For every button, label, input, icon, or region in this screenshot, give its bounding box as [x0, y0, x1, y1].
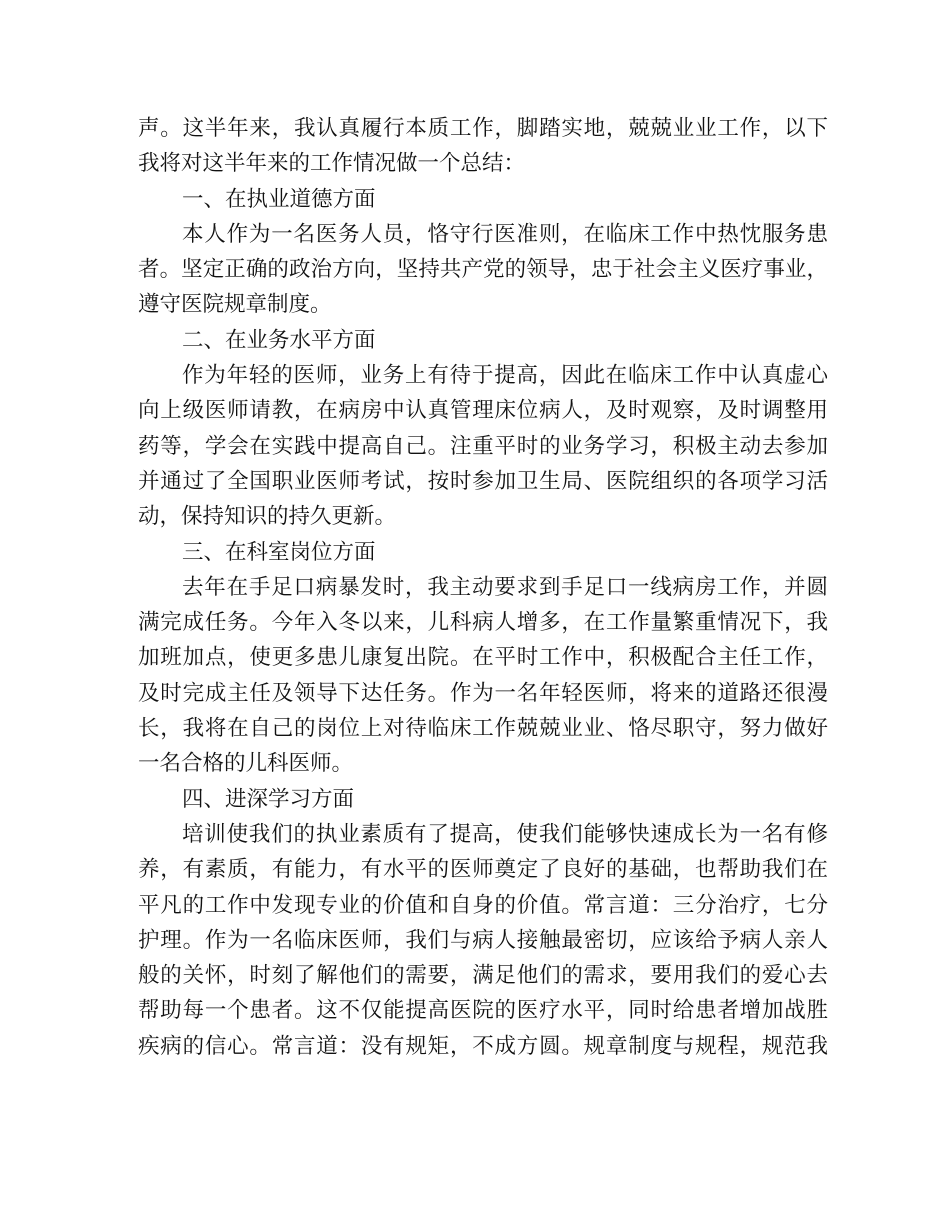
text-line: 养，有素质，有能力，有水平的医师奠定了良好的基础，也帮助我们在 — [138, 857, 828, 883]
text-line: 般的关怀，时刻了解他们的需要，满足他们的需求，要用我们的爱心去 — [138, 963, 828, 989]
text-line: 护理。作为一名临床医师，我们与病人接触最密切，应该给予病人亲人 — [138, 927, 828, 953]
text-line: 长，我将在自己的岗位上对待临床工作兢兢业业、恪尽职守，努力做好 — [138, 716, 828, 742]
text-line: 者。坚定正确的政治方向，坚持共产党的领导，忠于社会主义医疗事业， — [138, 257, 828, 283]
text-line: 满完成任务。今年入冬以来，儿科病人增多，在工作量繁重情况下，我 — [138, 610, 828, 636]
text-line: 加班加点，使更多患儿康复出院。在平时工作中，积极配合主任工作， — [138, 645, 828, 671]
document-body — [138, 111, 828, 1064]
text-line: 向上级医师请教，在病房中认真管理床位病人，及时观察，及时调整用 — [138, 398, 828, 424]
text-line: 动，保持知识的持久更新。 — [138, 504, 397, 530]
text-line: 平凡的工作中发现专业的价值和自身的价值。常言道：三分治疗，七分 — [138, 892, 828, 918]
text-line: 去年在手足口病暴发时，我主动要求到手足口一线病房工作，并圆 — [182, 574, 828, 600]
text-line: 声。这半年来，我认真履行本质工作，脚踏实地，兢兢业业工作，以下 — [138, 116, 828, 141]
text-line: 药等，学会在实践中提高自己。注重平时的业务学习，积极主动去参加 — [138, 433, 828, 459]
text-line: 本人作为一名医务人员，恪守行医准则，在临床工作中热忱服务患 — [182, 221, 828, 247]
text-line: 及时完成主任及领导下达任务。作为一名年轻医师，将来的道路还很漫 — [138, 680, 828, 706]
text-line: 培训使我们的执业素质有了提高，使我们能够快速成长为一名有修 — [182, 821, 828, 847]
text-line: 遵守医院规章制度。 — [138, 292, 332, 318]
text-line: 并通过了全国职业医师考试，按时参加卫生局、医院组织的各项学习活 — [138, 468, 828, 494]
text-line: 我将对这半年来的工作情况做一个总结： — [138, 151, 526, 177]
section-heading: 四、进深学习方面 — [182, 786, 355, 812]
section-heading: 一、在执业道德方面 — [182, 186, 376, 212]
text-line: 一名合格的儿科医师。 — [138, 751, 354, 777]
text-line: 疾病的信心。常言道：没有规矩，不成方圆。规章制度与规程，规范我 — [138, 1033, 828, 1059]
section-heading: 二、在业务水平方面 — [182, 327, 376, 353]
section-heading: 三、在科室岗位方面 — [182, 539, 376, 565]
text-line: 作为年轻的医师，业务上有待于提高，因此在临床工作中认真虚心 — [182, 363, 828, 389]
text-line: 帮助每一个患者。这不仅能提高医院的医疗水平，同时给患者增加战胜 — [138, 998, 828, 1024]
